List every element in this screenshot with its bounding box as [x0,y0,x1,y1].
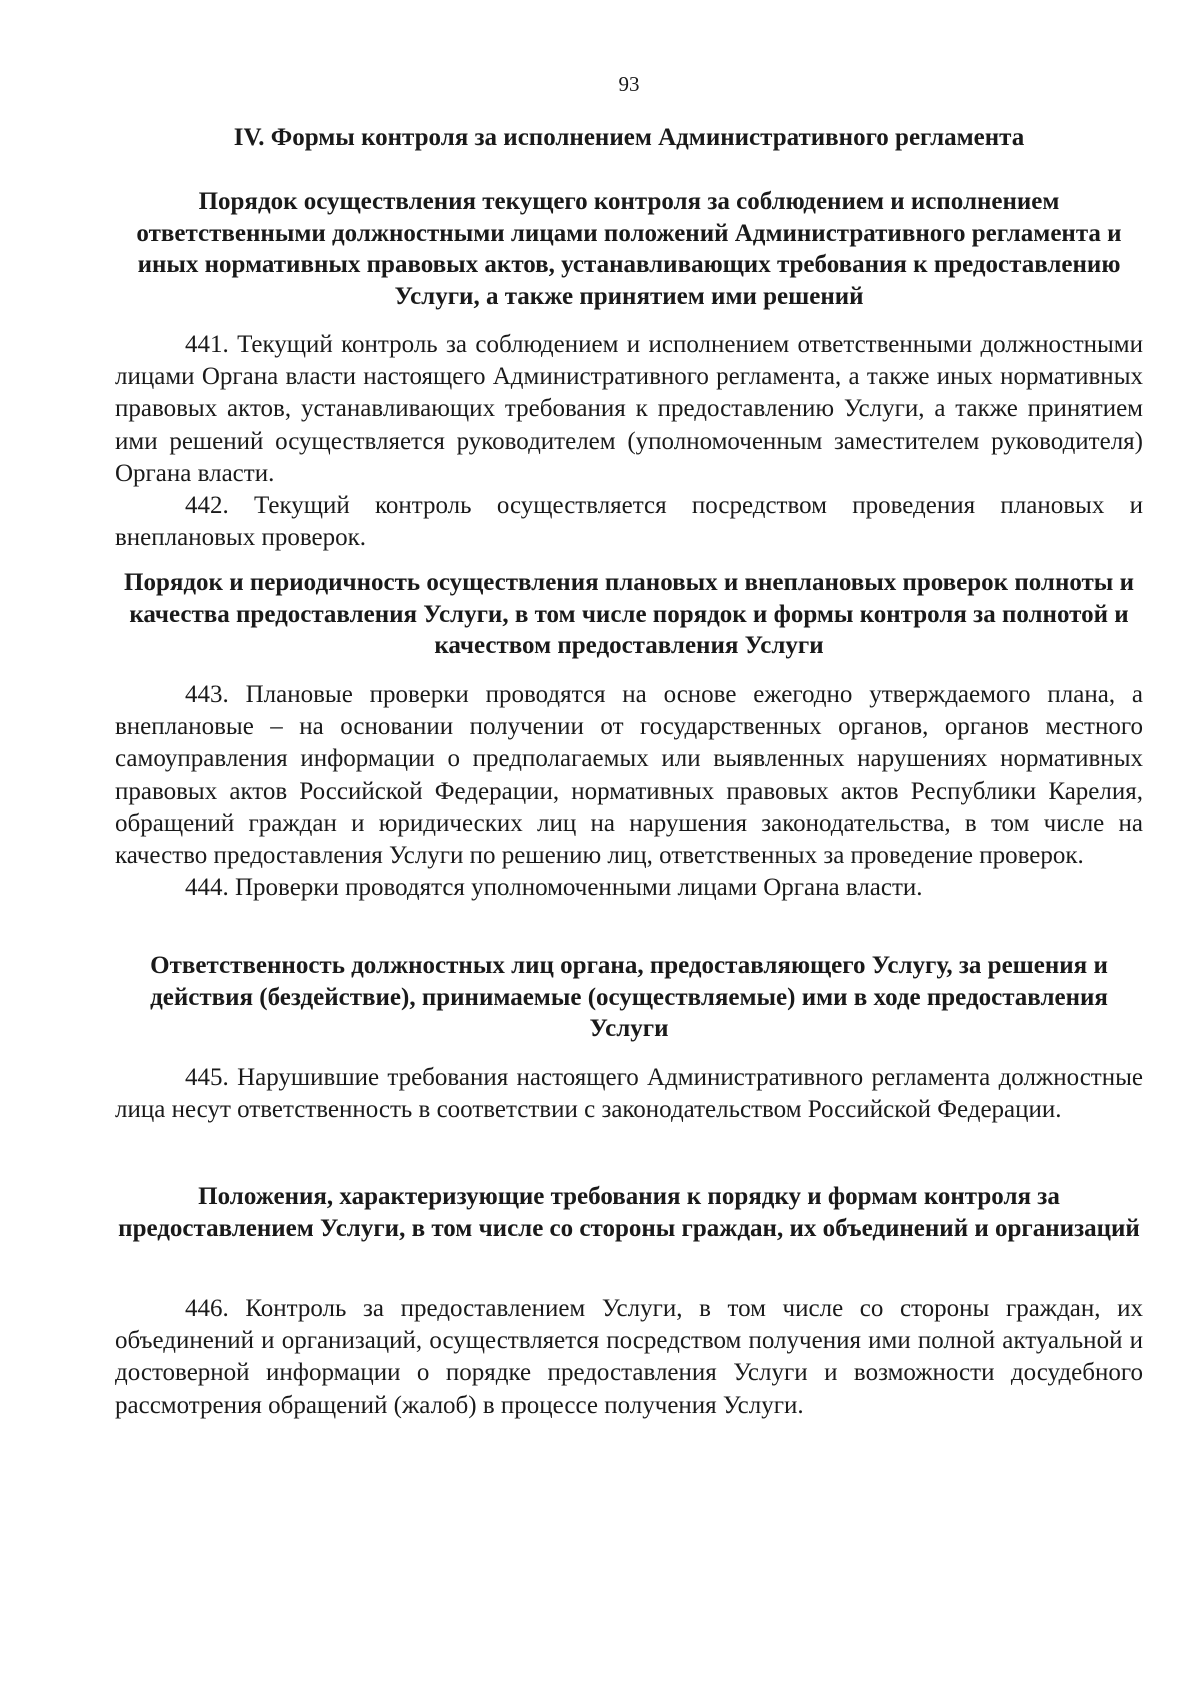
paragraph-446: 446. Контроль за предоставлением Услуги, в том числе со стороны граждан, их объединений и организаций, осуществляется посредством получения ими полной актуальной и достоверной информации о порядке предоставления Услуги и возможности досудебного рассмотрения обращений (жалоб) в процессе получения Услуги. [115,1295,1143,1419]
paragraph-445: 445. Нарушившие требования настоящего Административного регламента должностные лица несут ответственность в соответствии с законодательством Российской Федерации. [115,1064,1143,1124]
paragraph-443: 443. Плановые проверки проводятся на основе ежегодно утверждаемого плана, а внеплановые – на основании получении от государственных органов, органов местного самоуправления информации о предполагаемых или выявленных нарушениях нормативных правовых актов Российской Федерации, нормативных правовых актов Республики Карелия, обращений граждан и юридических лиц на нарушения законодательства, в том числе на качество предоставления Услуги по решению лиц, ответственных за проведение проверок. [115,681,1143,870]
paragraph-442: 442. Текущий контроль осуществляется посредством проведения плановых и внеплановых проверок. [115,492,1143,552]
section-body-current-control [115,329,1143,554]
chapter-title: IV. Формы контроля за исполнением Административного регламента [233,124,1025,151]
section-heading-responsibility: Ответственность должностных лиц органа, предоставляющего Услугу, за решения и действия (бездействие), принимаемые (осуществляемые) ими в ходе предоставления Услуги [150,952,1108,1042]
section-heading-inspections: Порядок и периодичность осуществления плановых и внеплановых проверок полноты и качества предоставления Услуги, в том числе порядок и формы контроля за полнотой и качеством предоставления Услуги [124,569,1134,659]
section-body-inspections [115,679,1143,904]
section-body-citizen-control [115,1293,1143,1422]
section-heading-current-control: Порядок осуществления текущего контроля за соблюдением и исполнением ответственными должностными лицами положений Административного регламента и иных нормативных правовых актов, устанавливающих требования к предоставлению Услуги, а также принятием ими решений [136,188,1122,310]
page-number: 93 [618,72,640,96]
paragraph-444: 444. Проверки проводятся уполномоченными лицами Органа власти. [185,874,923,902]
section-heading-citizen-control: Положения, характеризующие требования к порядку и формам контроля за предоставлением Услуги, в том числе со стороны граждан, их объединений и организаций [118,1183,1140,1242]
section-body-responsibility [115,1062,1143,1126]
paragraph-441: 441. Текущий контроль за соблюдением и исполнением ответственными должностными лицами Органа власти настоящего Административного регламента, а также иных нормативных правовых актов, устанавливающих требования к предоставлению Услуги, а также принятием ими решений осуществляется руководителем (уполномоченным заместителем руководителя) Органа власти. [115,331,1143,487]
